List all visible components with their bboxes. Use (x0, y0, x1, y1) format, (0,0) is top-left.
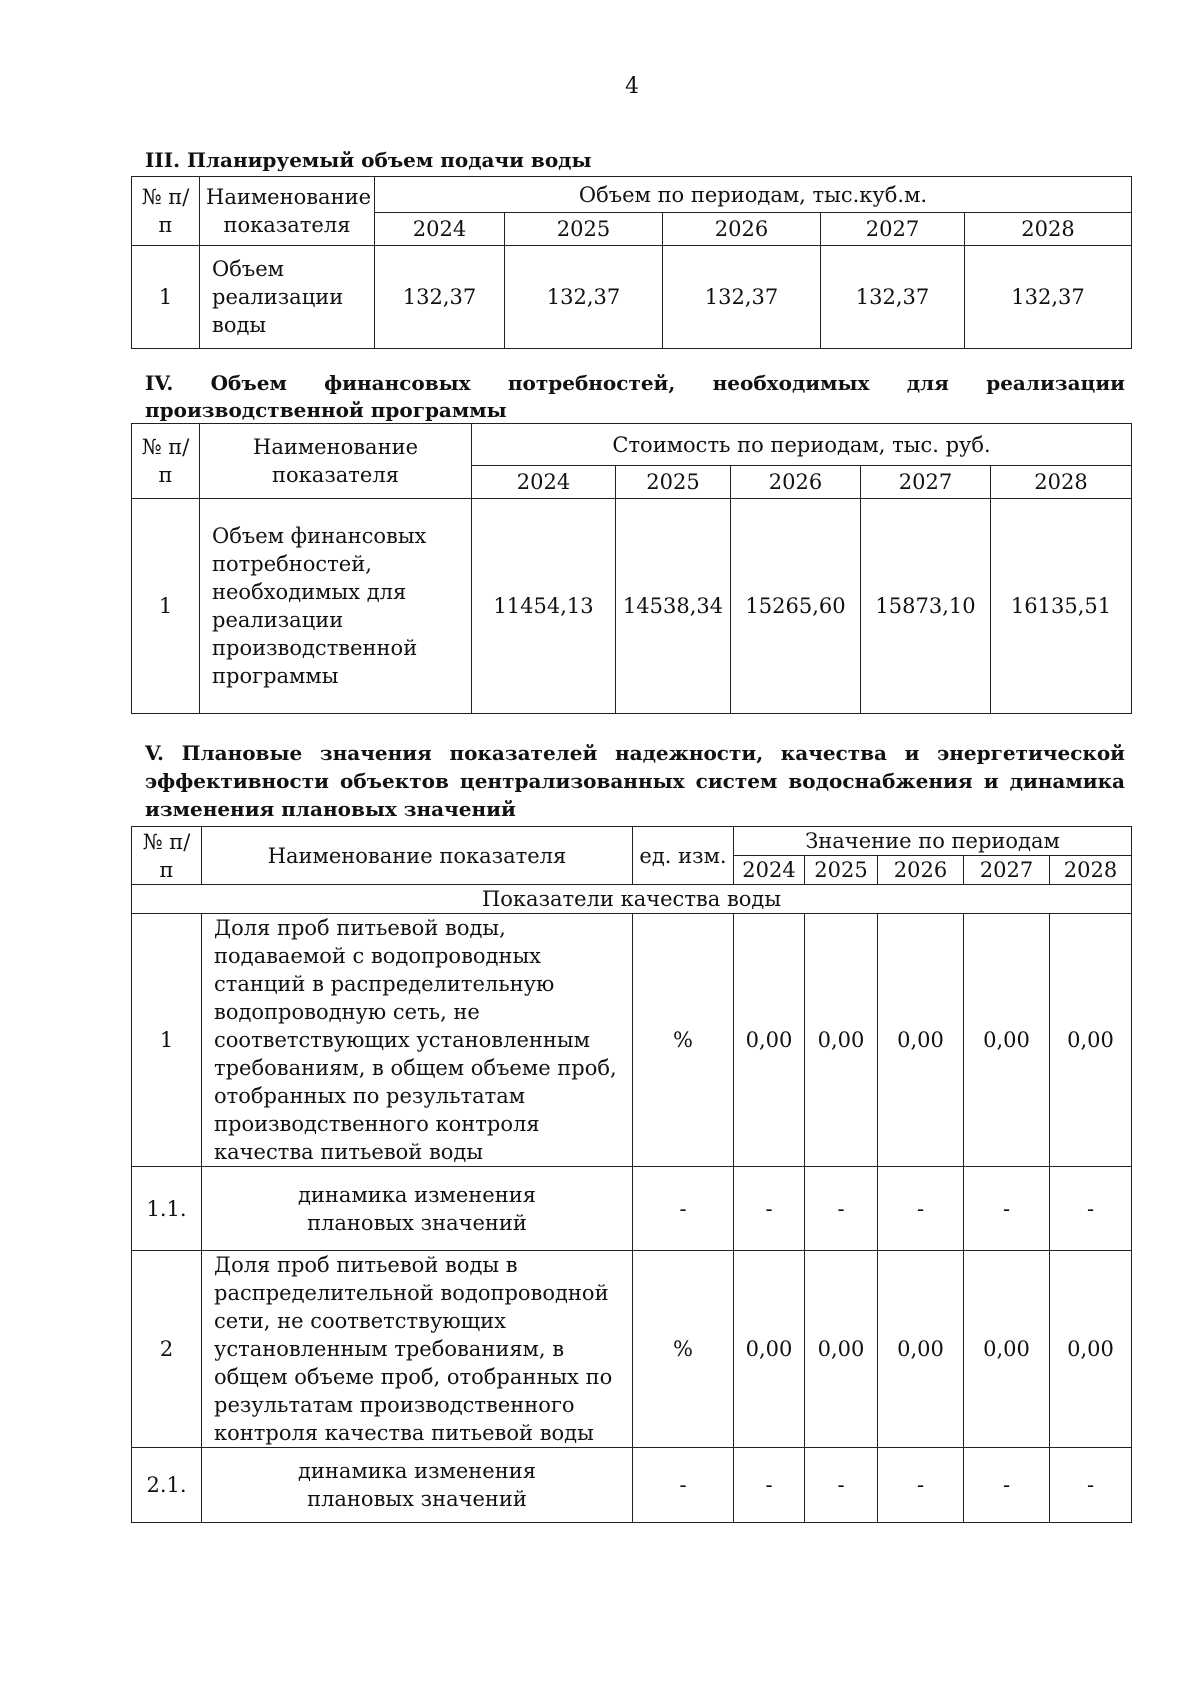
row-value: 0,00 (964, 1251, 1050, 1448)
section3-table (131, 176, 1132, 349)
subheader: Показатели качества воды (132, 885, 1132, 914)
table-row (132, 246, 1132, 349)
row-name: Доля проб питьевой воды, подаваемой с водопроводных станций в распределительную водопроводную сеть, не соответствующих установленным требованиям, в общем объеме проб, отобранных по результатам производственного контроля качества питьевой воды (202, 914, 633, 1167)
col-num-header: № п/п (132, 424, 200, 499)
row-value: - (805, 1167, 878, 1251)
row-unit: - (633, 1448, 734, 1523)
year-header: 2026 (878, 856, 964, 885)
row-name: динамика изменения плановых значений (202, 1448, 633, 1523)
row-value: 0,00 (878, 1251, 964, 1448)
col-name-header: Наименование показателя (200, 177, 375, 246)
table-row (132, 1448, 1132, 1523)
row-value: 14538,34 (616, 499, 731, 714)
row-name: Объем реализации воды (200, 246, 375, 349)
row-value: 132,37 (821, 246, 965, 349)
row-value: 0,00 (734, 914, 805, 1167)
col-unit-header: ед. изм. (633, 827, 734, 885)
year-header: 2025 (505, 213, 663, 246)
row-value: 0,00 (1050, 1251, 1132, 1448)
section5-table (131, 826, 1132, 1523)
year-header: 2026 (663, 213, 821, 246)
row-value: - (1050, 1448, 1132, 1523)
row-value: 0,00 (964, 914, 1050, 1167)
row-name: Объем финансовых потребностей, необходимых для реализации производственной программы (200, 499, 472, 714)
year-header: 2027 (821, 213, 965, 246)
row-value: 0,00 (805, 914, 878, 1167)
col-group-header: Объем по периодам, тыс.куб.м. (375, 177, 1132, 213)
row-value: - (805, 1448, 878, 1523)
year-header: 2027 (964, 856, 1050, 885)
row-value: 0,00 (878, 914, 964, 1167)
row-value: - (1050, 1167, 1132, 1251)
row-value: 16135,51 (991, 499, 1132, 714)
row-unit: % (633, 1251, 734, 1448)
year-header: 2028 (1050, 856, 1132, 885)
page-number: 4 (625, 74, 639, 99)
row-value: - (878, 1448, 964, 1523)
row-num: 1 (132, 499, 200, 714)
row-value: 132,37 (375, 246, 505, 349)
year-header: 2028 (965, 213, 1132, 246)
row-num: 2 (132, 1251, 202, 1448)
table-row (132, 1251, 1132, 1448)
row-num: 1 (132, 246, 200, 349)
year-header: 2027 (861, 466, 991, 499)
year-header: 2025 (616, 466, 731, 499)
year-header: 2028 (991, 466, 1132, 499)
col-num-header: № п/п (132, 827, 202, 885)
row-value: - (964, 1167, 1050, 1251)
row-name: динамика изменения плановых значений (202, 1167, 633, 1251)
row-num: 1 (132, 914, 202, 1167)
col-num-header: № п/п (132, 177, 200, 246)
year-header: 2024 (734, 856, 805, 885)
row-value: 132,37 (663, 246, 821, 349)
section3-title: III. Планируемый объем подачи воды (145, 148, 592, 172)
row-value: 132,37 (505, 246, 663, 349)
section4-table (131, 423, 1132, 714)
col-name-header: Наименование показателя (202, 827, 633, 885)
row-name: Доля проб питьевой воды в распределительной водопроводной сети, не соответствующих установленным требованиям, в общем объеме проб, отобранных по результатам производственного контроля качества питьевой воды (202, 1251, 633, 1448)
row-unit: - (633, 1167, 734, 1251)
year-header: 2025 (805, 856, 878, 885)
year-header: 2026 (731, 466, 861, 499)
year-header: 2024 (472, 466, 616, 499)
table-row (132, 914, 1132, 1167)
row-value: - (734, 1448, 805, 1523)
row-value: 11454,13 (472, 499, 616, 714)
row-unit: % (633, 914, 734, 1167)
row-value: - (734, 1167, 805, 1251)
col-group-header: Стоимость по периодам, тыс. руб. (472, 424, 1132, 466)
section5-title: V. Плановые значения показателей надежности, качества и энергетической эффективности объектов централизованных систем водоснабжения и динамика изменения плановых значений (145, 741, 1125, 821)
row-value: 132,37 (965, 246, 1132, 349)
row-value: 0,00 (734, 1251, 805, 1448)
row-value: 15265,60 (731, 499, 861, 714)
section4-title: IV. Объем финансовых потребностей, необходимых для реализации производственной программы (145, 371, 1125, 422)
row-value: - (964, 1448, 1050, 1523)
row-num: 1.1. (132, 1167, 202, 1251)
col-name-header: Наименование показателя (200, 424, 472, 499)
row-value: 0,00 (1050, 914, 1132, 1167)
table-row (132, 1167, 1132, 1251)
row-value: 15873,10 (861, 499, 991, 714)
row-value: - (878, 1167, 964, 1251)
row-num: 2.1. (132, 1448, 202, 1523)
col-group-header: Значение по периодам (734, 827, 1132, 856)
row-value: 0,00 (805, 1251, 878, 1448)
table-row (132, 499, 1132, 714)
year-header: 2024 (375, 213, 505, 246)
